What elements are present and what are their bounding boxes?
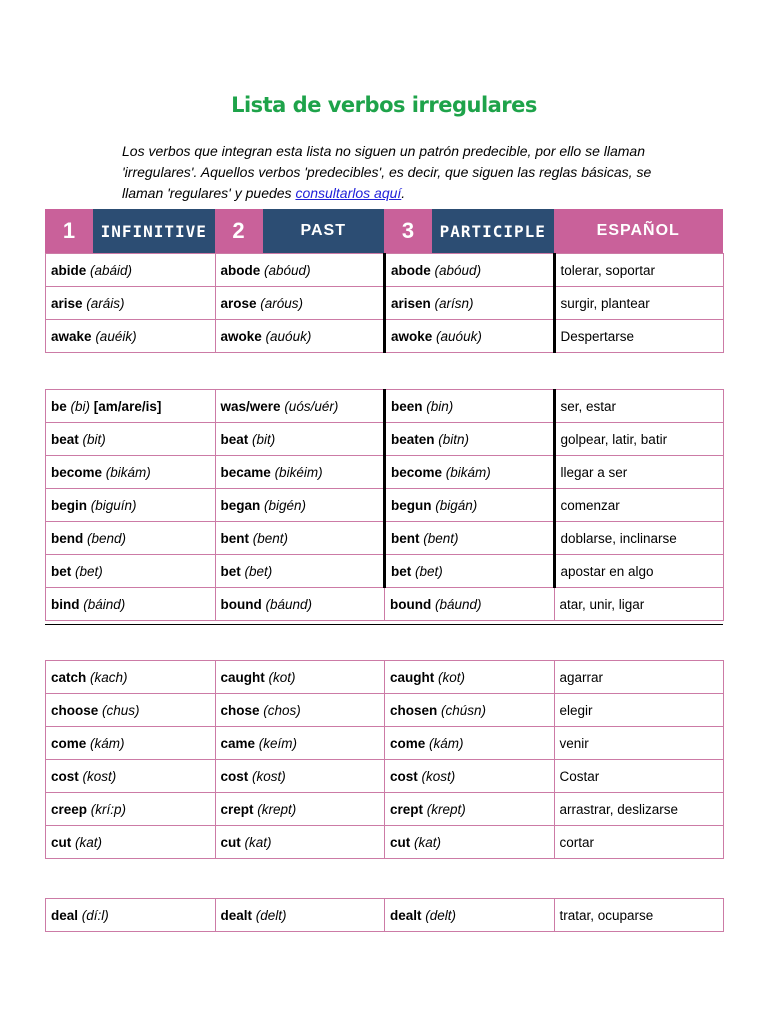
spanish-cell: apostar en algo [554,555,724,588]
verb-form: come [390,735,426,751]
verb-form: been [391,398,423,414]
header-number-3: 3 [384,209,432,253]
table-row [46,727,724,760]
pronunciation: (bit) [252,431,276,447]
verb-table [45,898,724,932]
spanish-cell: arrastrar, deslizarse [554,793,724,826]
header-past: PAST [263,209,385,253]
intro-end: . [401,185,406,201]
infinitive-cell [46,793,216,826]
past-cell [215,522,385,555]
verb-form: beat [220,431,249,447]
pronunciation: (bikám) [445,464,491,480]
verb-form: bet [391,563,412,579]
spanish-cell: tolerar, soportar [554,254,724,287]
verb-forms-extra: [am/are/is] [93,398,162,414]
past-cell [215,287,385,320]
verb-form: became [220,464,271,480]
pronunciation: (chúsn) [441,702,487,718]
infinitive-cell [46,522,216,555]
pronunciation: (bikéim) [274,464,323,480]
infinitive-cell [46,899,216,932]
spanish-cell: cortar [554,826,724,859]
infinitive-cell [46,555,216,588]
pronunciation: (báund) [265,596,313,612]
table-row [46,899,724,932]
pronunciation: (bitn) [438,431,470,447]
pronunciation: (bet) [75,563,103,579]
table-row [46,760,724,793]
participle-cell [385,555,555,588]
participle-cell [385,287,555,320]
infinitive-cell [46,287,216,320]
infinitive-cell [46,456,216,489]
pronunciation: (abóud) [264,262,311,278]
participle-cell [385,826,555,859]
verb-table [45,660,724,859]
pronunciation: (aráis) [86,295,125,311]
infinitive-cell [46,826,216,859]
infinitive-cell [46,320,216,353]
verb-form: creep [51,801,88,817]
verb-form: caught [220,669,265,685]
verb-form: dealt [220,907,253,923]
spanish-cell: doblarse, inclinarse [554,522,724,555]
pronunciation: (bent) [252,530,289,546]
pronunciation: (báind) [83,596,126,612]
past-cell [215,661,385,694]
verb-form: arose [220,295,257,311]
pronunciation: (kat) [244,834,272,850]
table-row [46,423,724,456]
pronunciation: (delt) [425,907,457,923]
header-number-1: 1 [45,209,93,253]
spanish-cell: comenzar [554,489,724,522]
verb-form: choose [51,702,99,718]
page-title: Lista de verbos irregulares [231,93,537,117]
verb-form: awoke [391,328,433,344]
participle-cell [385,423,555,456]
verb-form: awoke [220,328,262,344]
verb-form: beaten [391,431,435,447]
participle-cell [385,390,555,423]
past-cell [215,588,385,621]
participle-cell [385,588,555,621]
verb-form: become [51,464,103,480]
verb-form: caught [390,669,435,685]
header-participle: PARTICIPLE [432,209,554,253]
table-row [46,588,724,621]
verb-form: cut [220,834,241,850]
verb-form: chosen [390,702,438,718]
past-cell [215,826,385,859]
spanish-cell: atar, unir, ligar [554,588,724,621]
spanish-cell: ser, estar [554,390,724,423]
pronunciation: (bi) [70,398,91,414]
participle-cell [385,760,555,793]
verb-form: bound [390,596,432,612]
verb-form: begun [391,497,432,513]
pronunciation: (bent) [423,530,459,546]
table-bottom-rule [45,624,723,625]
spanish-cell: Costar [554,760,724,793]
pronunciation: (kám) [429,735,464,751]
pronunciation: (bin) [426,398,454,414]
verb-form: arisen [391,295,431,311]
past-cell [215,390,385,423]
pronunciation: (auóuk) [436,328,482,344]
verb-form: be [51,398,67,414]
verb-form: bound [220,596,262,612]
intro-paragraph [122,141,662,204]
table-row [46,489,724,522]
table-row [46,320,724,353]
pronunciation: (abáid) [90,262,133,278]
spanish-cell: llegar a ser [554,456,724,489]
participle-cell [385,694,555,727]
verb-form: come [51,735,87,751]
pronunciation: (chos) [263,702,301,718]
table-row [46,793,724,826]
pronunciation: (kám) [90,735,125,751]
table-row [46,522,724,555]
infinitive-cell [46,489,216,522]
verb-form: bend [51,530,84,546]
verb-form: was/were [220,398,281,414]
pronunciation: (biguín) [90,497,137,513]
pronunciation: (bit) [82,431,106,447]
table-row [46,390,724,423]
pronunciation: (arísn) [434,295,474,311]
past-cell [215,320,385,353]
pronunciation: (bet) [244,563,273,579]
pronunciation: (uós/uér) [284,398,339,414]
spanish-cell: tratar, ocuparse [554,899,724,932]
pronunciation: (báund) [435,596,482,612]
pronunciation: (bigán) [435,497,478,513]
verb-form: beat [51,431,79,447]
infinitive-cell [46,390,216,423]
verb-form: arise [51,295,83,311]
verb-form: catch [51,669,87,685]
verb-form: chose [220,702,260,718]
pronunciation: (delt) [255,907,287,923]
verb-form: begin [51,497,87,513]
infinitive-cell [46,423,216,456]
table-row [46,254,724,287]
table-row [46,694,724,727]
pronunciation: (krept) [426,801,466,817]
participle-cell [385,793,555,826]
participle-cell [385,661,555,694]
pronunciation: (auéik) [95,328,137,344]
past-cell [215,456,385,489]
verb-form: awake [51,328,92,344]
verb-form: cost [51,768,79,784]
table-row [46,661,724,694]
past-cell [215,760,385,793]
header-spanish: ESPAÑOL [554,209,724,253]
pronunciation: (kach) [90,669,128,685]
verb-form: bent [391,530,420,546]
header-infinitive: INFINITIVE [93,209,215,253]
spanish-cell: elegir [554,694,724,727]
participle-cell [385,899,555,932]
table-row [46,456,724,489]
header-number-2: 2 [215,209,263,253]
verb-form: bet [51,563,72,579]
pronunciation: (chus) [102,702,140,718]
infinitive-cell [46,661,216,694]
participle-cell [385,489,555,522]
past-cell [215,694,385,727]
participle-cell [385,522,555,555]
verb-form: cut [390,834,411,850]
pronunciation: (dí:l) [81,907,109,923]
verb-table [45,253,724,353]
past-cell [215,489,385,522]
pronunciation: (kost) [421,768,456,784]
verb-form: abide [51,262,87,278]
table-row [46,826,724,859]
infinitive-cell [46,254,216,287]
verb-form: abode [391,262,431,278]
consult-link[interactable]: consultarlos aquí [295,185,402,201]
participle-cell [385,320,555,353]
verb-table [45,389,724,621]
pronunciation: (kost) [82,768,117,784]
pronunciation: (kost) [252,768,286,784]
participle-cell [385,456,555,489]
verb-form: cost [220,768,249,784]
past-cell [215,555,385,588]
verb-form: crept [220,801,254,817]
pronunciation: (bikám) [105,464,151,480]
verb-form: came [220,735,256,751]
past-cell [215,254,385,287]
past-cell [215,423,385,456]
infinitive-cell [46,694,216,727]
verb-form: bet [220,563,241,579]
verb-form: become [391,464,443,480]
pronunciation: (kat) [414,834,442,850]
verb-form: dealt [390,907,422,923]
pronunciation: (kot) [268,669,296,685]
spanish-cell: golpear, latir, batir [554,423,724,456]
verb-form: deal [51,907,79,923]
verb-form: cost [390,768,418,784]
pronunciation: (abóud) [434,262,482,278]
pronunciation: (auóuk) [265,328,312,344]
pronunciation: (keím) [258,735,298,751]
spanish-cell: Despertarse [554,320,724,353]
pronunciation: (bet) [415,563,443,579]
infinitive-cell [46,588,216,621]
spanish-cell: venir [554,727,724,760]
spanish-cell: agarrar [554,661,724,694]
past-cell [215,793,385,826]
pronunciation: (bend) [87,530,127,546]
past-cell [215,899,385,932]
verb-form: began [220,497,261,513]
pronunciation: (bigén) [264,497,307,513]
infinitive-cell [46,727,216,760]
pronunciation: (kot) [438,669,466,685]
verb-form: abode [220,262,261,278]
participle-cell [385,727,555,760]
past-cell [215,727,385,760]
participle-cell [385,254,555,287]
verb-form: bind [51,596,80,612]
table-header [45,209,723,253]
spanish-cell: surgir, plantear [554,287,724,320]
pronunciation: (krí:p) [90,801,127,817]
infinitive-cell [46,760,216,793]
verb-form: cut [51,834,72,850]
intro-text: Los verbos que integran esta lista no siguen un patrón predecible, por ello se llaman 'irregulares'. Aquellos verbos 'predecibles', es decir, que siguen las reglas básicas, se llaman 'regulares' y puedes [122,143,652,201]
table-row [46,287,724,320]
pronunciation: (aróus) [260,295,304,311]
pronunciation: (kat) [75,834,103,850]
pronunciation: (krept) [257,801,297,817]
verb-form: bent [220,530,249,546]
table-row [46,555,724,588]
verb-form: crept [390,801,424,817]
